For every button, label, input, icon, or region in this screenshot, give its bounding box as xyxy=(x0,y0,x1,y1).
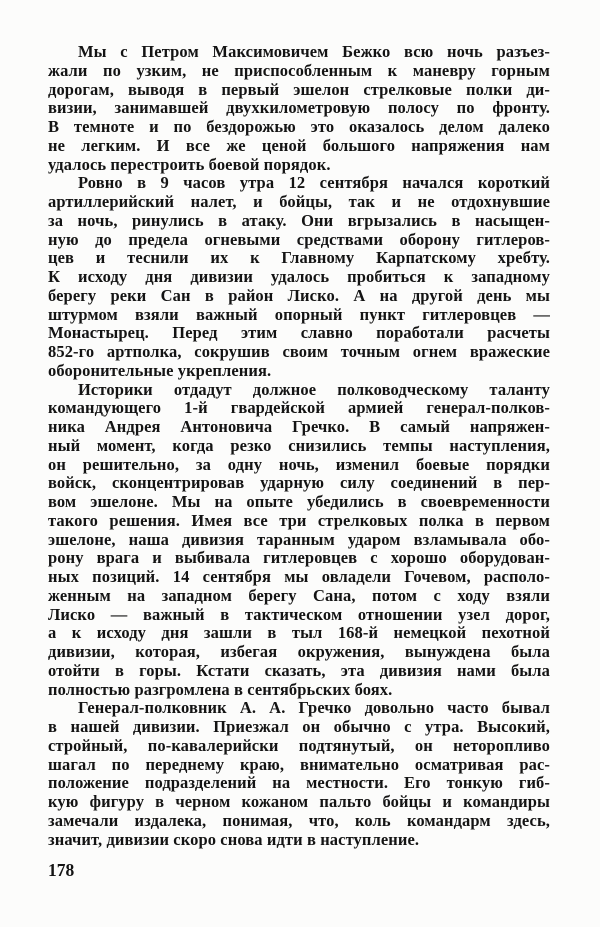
text-line: 852-го артполка, сокрушив своим точным огнем вражеские xyxy=(48,342,550,361)
text-line: шагал по переднему краю, внимательно осматривая рас- xyxy=(48,754,550,774)
text-line: он решительно, за одну ночь, изменил боевые порядки xyxy=(48,454,550,474)
text-line: цев и теснили их к Главному Карпатскому хребту. xyxy=(48,248,550,268)
text-line: женным на западном берегу Сана, потом с ходу взяли xyxy=(48,585,550,605)
text-line: ника Андрея Антоновича Гречко. В самый напряжен- xyxy=(48,417,550,436)
text-line: кую фигуру в черном кожаном пальто бойцы и командиры xyxy=(48,792,550,811)
text-line: замечали издалека, понимая, что, коль командарм здесь, xyxy=(48,810,550,830)
text-line: дивизии, которая, избегая окружения, вынуждена была xyxy=(48,642,550,661)
text-line: штурмом взяли важный опорный пункт гитлеровцев — xyxy=(48,304,550,324)
text-line: полностью разгромлена в сентябрьских боях. xyxy=(48,679,393,699)
paragraph xyxy=(48,699,550,849)
text-line: отойти в горы. Кстати сказать, эта дивизия нами была xyxy=(48,660,550,680)
text-line: оборонительные укрепления. xyxy=(48,360,272,380)
text-line: В темноте и по бездорожью это оказалось делом далеко xyxy=(48,117,550,136)
text-line: положение подразделений на местности. Его тонкую гиб- xyxy=(48,773,550,793)
text-line: берегу реки Сан в район Лиско. А на другой день мы xyxy=(48,285,550,305)
paragraph xyxy=(48,381,550,700)
text-line: в нашей дивизии. Приезжал он обычно с утра. Высокий, xyxy=(48,717,550,736)
text-line: ную до предела огневыми средствами оборону гитлеров- xyxy=(48,229,550,249)
text-line: Ровно в 9 часов утра 12 сентября начался короткий xyxy=(78,173,550,193)
text-line: вом эшелоне. Мы на опыте убедились в своевременности xyxy=(48,492,550,511)
paragraph xyxy=(48,174,550,380)
page-number: 178 xyxy=(48,860,75,881)
text-line: визии, занимавшей двухкилометровую полосу по фронту. xyxy=(48,98,550,118)
text-line: за ночь, ринулись в атаку. Они вгрызались в насыщен- xyxy=(48,210,550,230)
text-line: Мы с Петром Максимовичем Бежко всю ночь разъез- xyxy=(78,42,550,61)
page-text xyxy=(48,43,550,849)
text-line: жали по узким, не приспособленным к маневру горным xyxy=(48,60,550,80)
text-line: командующего 1-й гвардейской армией генерал-полков- xyxy=(48,398,550,418)
text-line: стройный, по-кавалерийски подтянутый, он неторопливо xyxy=(48,735,550,755)
text-line: эшелоне, наша дивизия таранным ударом взламывала обо- xyxy=(48,529,550,549)
text-line: Лиско — важный в тактическом отношении узел дорог, xyxy=(48,604,550,624)
text-line: артиллерийский налет, и бойцы, так и не отдохнувшие xyxy=(48,192,550,211)
text-line: ный момент, когда резко снизились темпы наступления, xyxy=(48,435,550,455)
paragraph xyxy=(48,43,550,174)
text-line: Генерал-полковник А. А. Гречко довольно часто бывал xyxy=(78,698,550,718)
text-line: Монастырец. Перед этим славно поработали расчеты xyxy=(48,323,550,343)
text-line: а к исходу дня зашли в тыл 168-й немецкой пехотной xyxy=(48,623,550,643)
text-line: такого решения. Имея все три стрелковых полка в первом xyxy=(48,510,550,530)
text-line: не легким. И все же ценой большого напряжения нам xyxy=(48,135,550,155)
text-line: рону врага и выбивала гитлеровцев с хорошо оборудован- xyxy=(48,548,550,568)
text-line: удалось перестроить боевой порядок. xyxy=(48,154,331,174)
text-line: ных позиций. 14 сентября мы овладели Гочевом, располо- xyxy=(48,567,550,586)
text-line: значит, дивизии скоро снова идти в наступление. xyxy=(48,829,420,849)
text-line: войск, сконцентрировав ударную силу соединений в пер- xyxy=(48,473,550,493)
text-line: К исходу дня дивизии удалось пробиться к западному xyxy=(48,267,550,286)
text-line: Историки отдадут должное полководческому таланту xyxy=(78,379,550,399)
text-line: дорогам, выводя в первый эшелон стрелковые полки ди- xyxy=(48,79,550,99)
